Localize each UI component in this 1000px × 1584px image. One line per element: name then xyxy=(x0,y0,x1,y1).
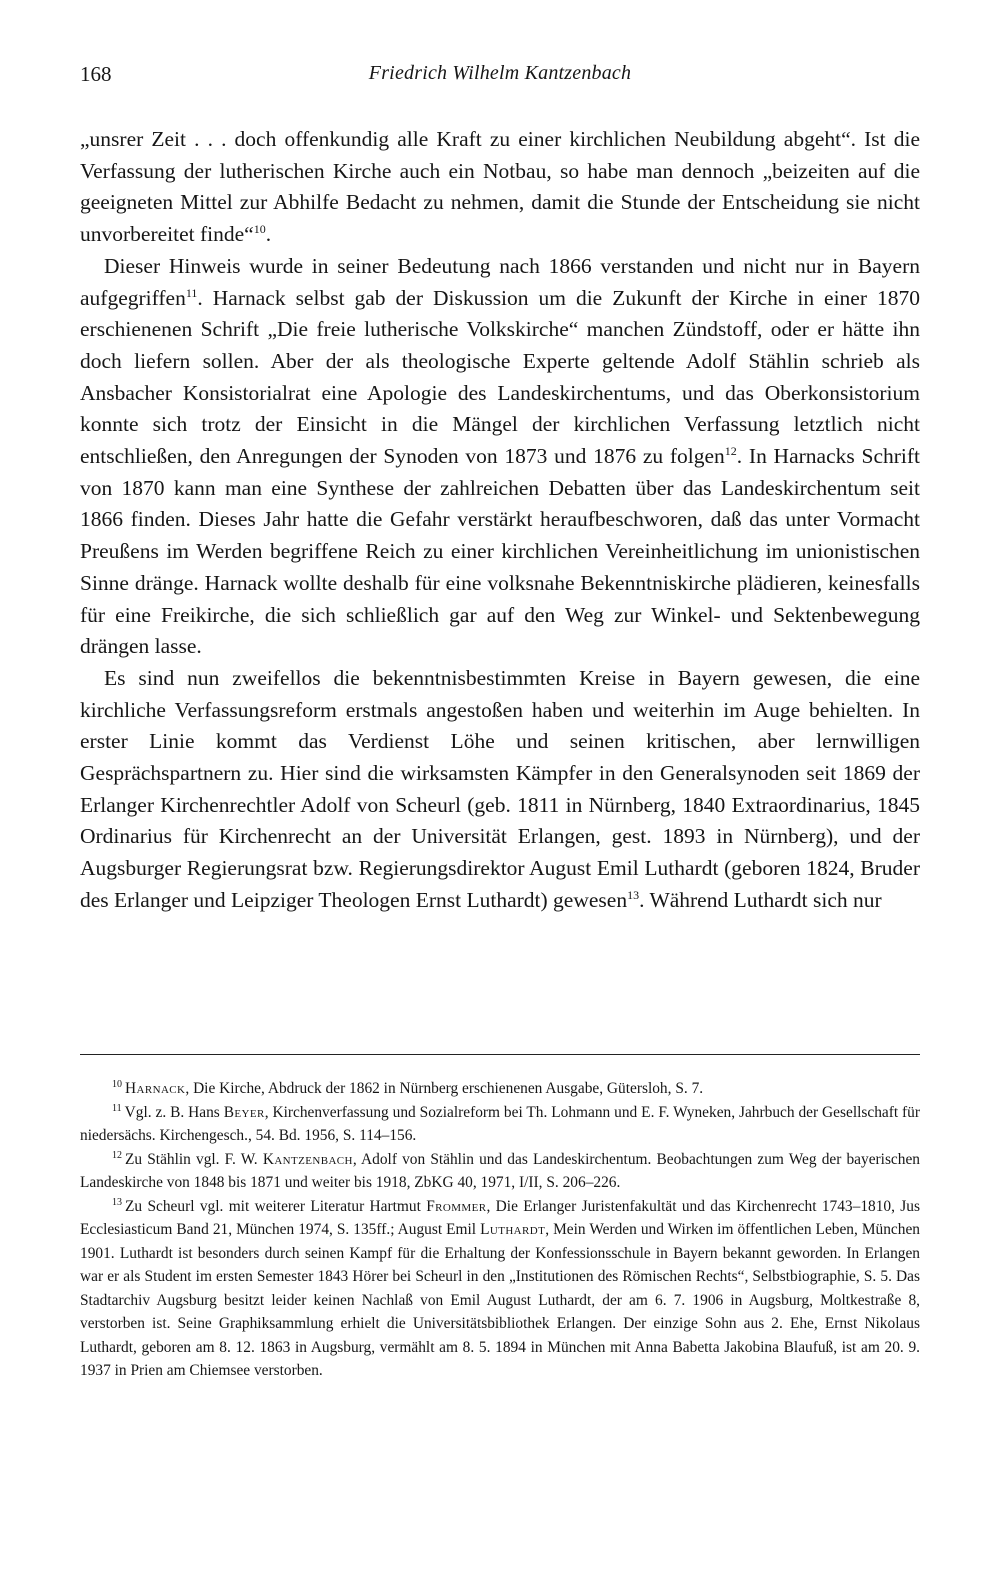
page-header xyxy=(80,62,920,92)
footnotes xyxy=(80,1077,920,1383)
paragraph-1 xyxy=(80,124,920,251)
footnote-text: , Kirchenverfassung und Sozialreform bei Th. Lohmann und E. F. Wyneken, Jahrbuch der Gesellschaft für niedersächs. Kirchengesch., 54. Bd. 1956, S. 114–156. xyxy=(80,1103,920,1144)
paragraph-1-text: „unsrer Zeit . . . doch offenkundig alle Kraft zu einer kirchlichen Neubildung abgeht“. Ist die Verfassung der lutherischen Kirche auch ein Notbau, so habe man dennoch „beizeiten auf die geeigneten Mittel zur Abhilfe Bedacht zu nehmen, damit die Stunde der Entscheidung sie nicht unvorbereitet finde“ xyxy=(80,127,920,247)
author-name: Harnack xyxy=(125,1080,186,1097)
footnote-13 xyxy=(80,1195,920,1383)
author-name: Beyer xyxy=(223,1103,265,1121)
paragraph-2-text-b: . Harnack selbst gab der Diskussion um die Zukunft der Kirche in einer 1870 erschienenen Schrift „Die freie lutherische Volkskirche“ manchen Zündstoff, oder er hätte ihn doch liefern sollen. Aber der als theologische Experte geltende Adolf Stählin schrieb als Ansbacher Konsistorialrat eine Apologie des Landeskirchentums, und das Oberkonsistorium konnte sich trotz der Einsicht in die Mängel der kirchlichen Verfassung letztlich nicht entschließen, den Anregungen der Synoden von 1873 und 1876 zu folgen xyxy=(80,285,920,469)
footnote-number: 12 xyxy=(112,1149,122,1161)
footnote-number: 13 xyxy=(112,1196,122,1208)
footnote-text-pre: Zu Stählin vgl. F. W. xyxy=(125,1150,263,1168)
footnote-text-pre: Zu Scheurl vgl. mit weiterer Literatur Hartmut xyxy=(125,1197,427,1215)
footnote-ref-13: 13 xyxy=(627,887,640,902)
main-text xyxy=(80,124,920,917)
footnote-text: , Adolf von Stählin und das Landeskirchentum. Beobachtungen zum Weg der bayerischen Landeskirche von 1848 bis 1871 und weiter bis 1918, ZbKG 40, 1971, I/II, S. 206–226. xyxy=(80,1150,920,1191)
footnote-divider xyxy=(80,1054,920,1055)
footnote-12 xyxy=(80,1148,920,1195)
paragraph-3-text: Es sind nun zweifellos die bekenntnisbestimmten Kreise in Bayern gewesen, die eine kirchliche Verfassungsreform erstmals angestoßen haben und weiterhin im Auge behielten. In erster Linie kommt das Verdienst Löhe und seinen kritischen, aber lernwilligen Gesprächspartnern zu. Hier sind die wirksamsten Kämpfer in den Generalsynoden seit 1869 der Erlanger Kirchenrechtler Adolf von Scheurl (geb. 1811 in Nürnberg, 1840 Extraordinarius, 1845 Ordinarius für Kirchenrecht an der Universität Erlangen, gest. 1893 in Nürnberg), und der Augsburger Regierungsrat bzw. Regierungsdirektor August Emil Luthardt (geboren 1824, Bruder des Erlanger und Leipziger Theologen Ernst Luthardt) gewesen xyxy=(80,665,920,912)
footnote-text: , Die Kirche, Abdruck der 1862 in Nürnberg erschienenen Ausgabe, Gütersloh, S. 7. xyxy=(185,1080,704,1097)
paragraph-2-text-c: . In Harnacks Schrift von 1870 kann man eine Synthese der zahlreichen Debatten über das Landeskirchentum seit 1866 finden. Dieses Jahr hatte die Gefahr verstärkt heraufbeschworen, daß das unter Vormacht Preußens im Werden begriffene Reich zu einer kirchlichen Vereinheitlichung im unionistischen Sinne dränge. Harnack wollte deshalb für eine volksnahe Bekenntniskirche plädieren, keinesfalls für eine Freikirche, die sich schließlich gar auf den Weg zur Winkel- und Sektenbewegung drängen lasse. xyxy=(80,444,921,659)
footnote-text-pre: Vgl. z. B. Hans xyxy=(124,1103,224,1121)
footnote-number: 11 xyxy=(112,1102,122,1114)
page-number: 168 xyxy=(80,62,112,86)
footnote-ref-12: 12 xyxy=(724,444,737,459)
paragraph-3 xyxy=(80,663,920,917)
paragraph-2-text-a: Dieser Hinweis wurde in seiner Bedeutung nach 1866 verstanden und nicht nur in Bayern aufgegriffen xyxy=(80,253,920,310)
footnote-text-mid: , Die Erlanger Juristenfakultät und das Kirchenrecht 1743–1810, Jus Ecclesiasticum Band 21, München 1974, S. 135ff.; August Emil xyxy=(80,1197,920,1238)
footnote-10 xyxy=(80,1077,920,1101)
author-name: Frommer xyxy=(426,1197,487,1215)
footnote-ref-11: 11 xyxy=(185,285,198,300)
author-name: Kantzenbach xyxy=(262,1150,353,1168)
paragraph-1-end: . xyxy=(265,222,272,247)
paragraph-2 xyxy=(80,251,920,663)
footnote-number: 10 xyxy=(112,1079,122,1090)
paragraph-3-end: . Während Luthardt sich nur xyxy=(639,887,882,912)
running-title: Friedrich Wilhelm Kantzenbach xyxy=(368,62,632,84)
footnote-ref-10: 10 xyxy=(253,222,266,237)
author-name: Luthardt xyxy=(480,1221,546,1238)
footnote-text: , Mein Werden und Wirken im öffentlichen Leben, München 1901. Luthardt ist besonders durch seinen Kampf für die Erhaltung der Konfessionsschule in Bayern bekannt geworden. In Erlangen war er als Student im ersten Semester 1843 Hörer bei Scheurl in den „Institutionen des Römischen Rechts“, Selbstbiographie, S. 5. Das Stadtarchiv Augsburg besitzt leider keinen Nachlaß von Emil August Luthardt, der am 6. 7. 1906 in Augsburg, Moltkestraße 8, verstorben ist. Seine Graphiksammlung erhielt die Universitätsbibliothek Erlangen. Der einzige Sohn aus 2. Ehe, Ernst Nikolaus Luthardt, geboren am 8. 12. 1863 in Augsburg, vermählt am 8. 5. 1894 in München mit Anna Babetta Jakobina Blaufuß, ist am 20. 9. 1937 in Prien am Chiemsee verstorben. xyxy=(80,1221,920,1379)
footnote-11 xyxy=(80,1101,920,1148)
